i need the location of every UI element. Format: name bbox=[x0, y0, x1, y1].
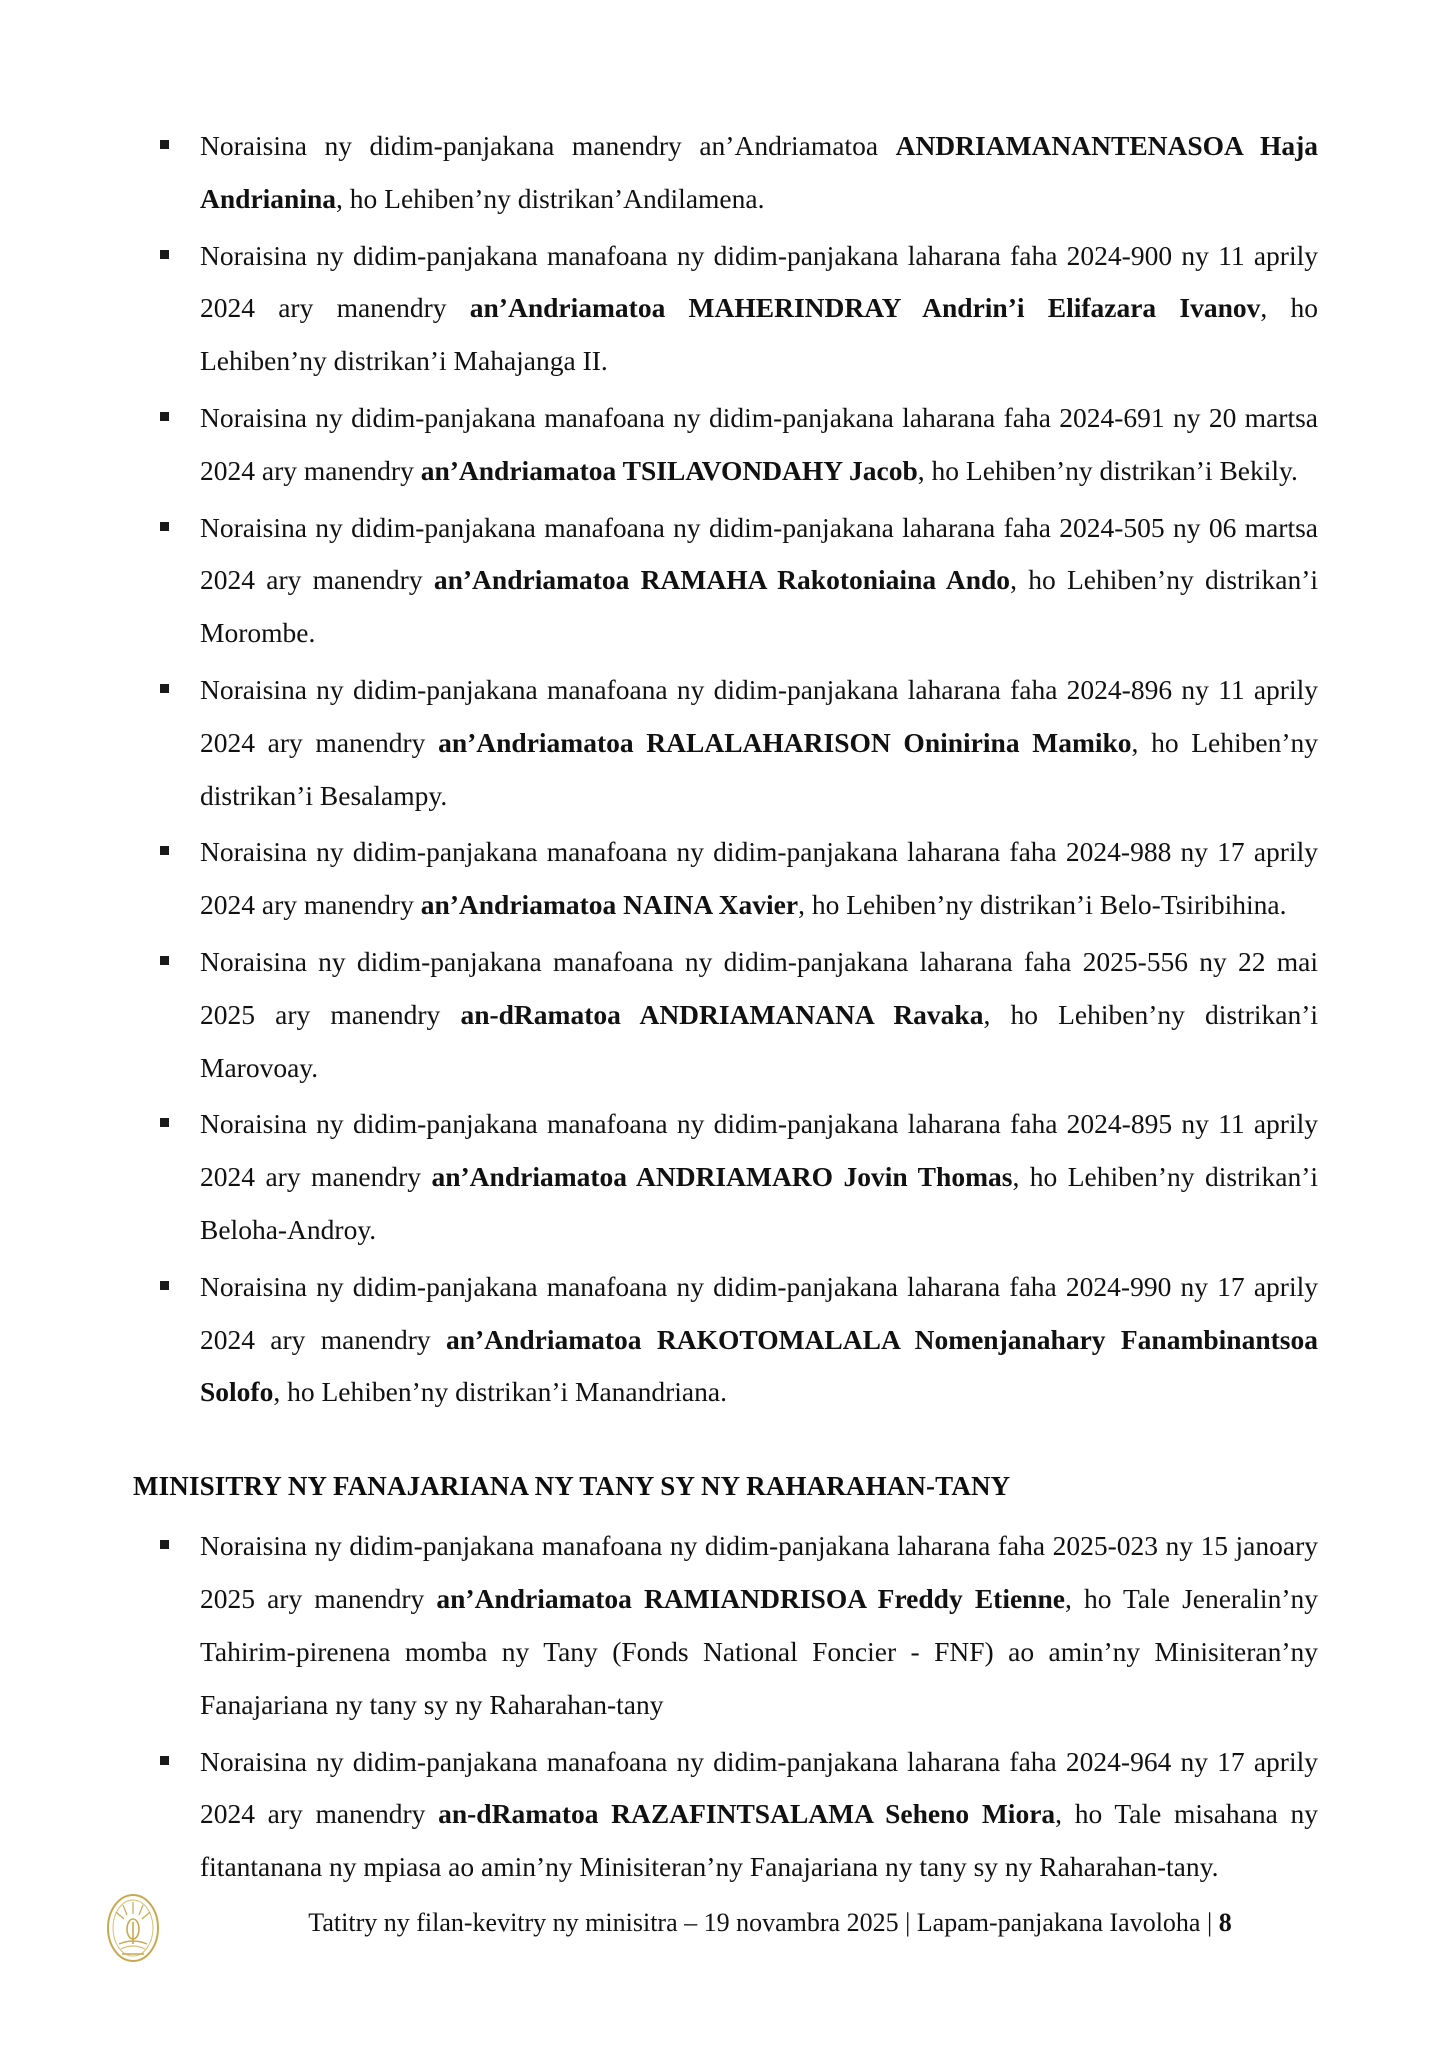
square-bullet-icon bbox=[160, 522, 169, 531]
square-bullet-icon bbox=[160, 1118, 169, 1127]
bullet-text-lead: Noraisina ny didim-panjakana manafoana ny didim-panjakana laharana faha 2024-900 ny 11 aprily 2024 ary manendry bbox=[200, 239, 1318, 324]
bullet-list bbox=[133, 1520, 1318, 1894]
bullet-text-name: an’Andriamatoa NAINA Xavier bbox=[420, 889, 799, 921]
bullet-text-lead: Noraisina ny didim-panjakana manafoana ny didim-panjakana laharana faha 2024-896 ny 11 aprily 2024 ary manendry bbox=[200, 673, 1318, 758]
bullet-item bbox=[133, 1736, 1318, 1894]
section-block bbox=[133, 1465, 1318, 1894]
bullet-text-name: an’Andriamatoa MAHERINDRAY Andrin’i Elifazara Ivanov bbox=[469, 292, 1261, 324]
bullet-text-lead: Noraisina ny didim-panjakana manafoana ny didim-panjakana laharana faha 2024-990 ny 17 aprily 2024 ary manendry bbox=[200, 1270, 1318, 1355]
square-bullet-icon bbox=[160, 250, 169, 259]
square-bullet-icon bbox=[160, 140, 169, 149]
bullet-item bbox=[133, 936, 1318, 1094]
page-content bbox=[133, 120, 1318, 1898]
bullet-text-tail: , ho Lehiben’ny distrikan’i Mahajanga II. bbox=[200, 292, 1319, 377]
footer-page-number: 8 bbox=[1218, 1908, 1232, 1937]
page-footer bbox=[0, 1890, 1448, 1970]
bullet-text-tail: , ho Lehiben’ny distrikan’i Besalampy. bbox=[200, 726, 1318, 811]
bullet-text-name: an-dRamatoa RAZAFINTSALAMA Seheno Miora bbox=[438, 1798, 1056, 1830]
bullet-text-name: an’Andriamatoa TSILAVONDAHY Jacob bbox=[420, 454, 918, 486]
bullet-item bbox=[133, 502, 1318, 660]
bullet-text-lead: Noraisina ny didim-panjakana manafoana ny didim-panjakana laharana faha 2025-023 ny 15 janoary 2025 ary manendry bbox=[200, 1530, 1318, 1615]
republic-emblem-logo bbox=[103, 1892, 163, 1964]
bullet-text-lead: Noraisina ny didim-panjakana manendry an’Andriamatoa bbox=[200, 130, 896, 161]
bullet-text-tail: , ho Lehiben’ny distrikan’i Marovoay. bbox=[200, 998, 1319, 1083]
bullet-item bbox=[133, 1520, 1318, 1731]
bullet-list bbox=[133, 120, 1318, 1419]
footer-caption bbox=[250, 1906, 1290, 1940]
bullet-text-tail: , ho Lehiben’ny distrikan’i Beloha-Androy. bbox=[200, 1161, 1319, 1245]
square-bullet-icon bbox=[160, 1756, 169, 1765]
footer-caption-text: Tatitry ny filan-kevitry ny minisitra – 19 novambra 2025 | Lapam-panjakana Iavoloha | bbox=[308, 1908, 1219, 1937]
bullet-item bbox=[133, 1098, 1318, 1256]
bullet-text-tail: , ho Lehiben’ny distrikan’i Belo-Tsiribihina. bbox=[798, 889, 1287, 921]
bullet-text-name: an’Andriamatoa RAKOTOMALALA Nomenjanahary Fanambinantsoa Solofo bbox=[200, 1323, 1318, 1408]
bullet-item bbox=[133, 664, 1318, 822]
bullet-text-name: ANDRIAMANANTENASOA Haja Andrianina bbox=[200, 130, 1318, 214]
bullet-text-lead: Noraisina ny didim-panjakana manafoana ny didim-panjakana laharana faha 2024-505 ny 06 martsa 2024 ary manendry bbox=[200, 511, 1318, 596]
bullet-text-name: an’Andriamatoa RAMAHA Rakotoniaina Ando bbox=[433, 564, 1011, 596]
bullet-text-tail: , ho Lehiben’ny distrikan’i Morombe. bbox=[200, 564, 1318, 649]
bullet-text-lead: Noraisina ny didim-panjakana manafoana ny didim-panjakana laharana faha 2024-964 ny 17 aprily 2024 ary manendry bbox=[200, 1745, 1318, 1830]
bullet-text-name: an’Andriamatoa RALALAHARISON Oninirina Mamiko bbox=[438, 726, 1132, 758]
bullet-text-lead: Noraisina ny didim-panjakana manafoana ny didim-panjakana laharana faha 2024-988 ny 17 aprily 2024 ary manendry bbox=[200, 836, 1318, 921]
bullet-text-tail: , ho Tale Jeneralin’ny Tahirim-pirenena momba ny Tany (Fonds National Foncier - FNF) ao amin’ny Minisiteran’ny Fanajariana ny tany sy ny Raharahan-tany bbox=[200, 1583, 1318, 1720]
bullet-text-tail: , ho Tale misahana ny fitantanana ny mpiasa ao amin’ny Minisiteran’ny Fanajariana ny tany sy ny Raharahan-tany. bbox=[200, 1798, 1318, 1883]
square-bullet-icon bbox=[160, 412, 169, 421]
bullet-text-name: an-dRamatoa ANDRIAMANANA Ravaka bbox=[460, 998, 984, 1030]
square-bullet-icon bbox=[160, 1281, 169, 1290]
section-block bbox=[133, 120, 1318, 1419]
bullet-item bbox=[133, 826, 1318, 932]
bullet-item bbox=[133, 1261, 1318, 1419]
square-bullet-icon bbox=[160, 1540, 169, 1549]
bullet-item bbox=[133, 230, 1318, 388]
square-bullet-icon bbox=[160, 846, 169, 855]
bullet-text-tail: , ho Lehiben’ny distrikan’i Bekily. bbox=[917, 454, 1298, 486]
bullet-text-lead: Noraisina ny didim-panjakana manafoana ny didim-panjakana laharana faha 2024-895 ny 11 aprily 2024 ary manendry bbox=[200, 1108, 1318, 1193]
bullet-item bbox=[133, 120, 1318, 226]
square-bullet-icon bbox=[160, 684, 169, 693]
bullet-item bbox=[133, 392, 1318, 498]
bullet-text-lead: Noraisina ny didim-panjakana manafoana ny didim-panjakana laharana faha 2025-556 ny 22 mai 2025 ary manendry bbox=[200, 945, 1318, 1030]
bullet-text-lead: Noraisina ny didim-panjakana manafoana ny didim-panjakana laharana faha 2024-691 ny 20 martsa 2024 ary manendry bbox=[200, 401, 1318, 486]
bullet-text-tail: , ho Lehiben’ny distrikan’Andilamena. bbox=[336, 182, 765, 214]
bullet-text-name: an’Andriamatoa RAMIANDRISOA Freddy Etienne bbox=[436, 1583, 1065, 1615]
section-heading: MINISITRY NY FANAJARIANA NY TANY SY NY RAHARAHAN-TANY bbox=[133, 1471, 1011, 1502]
bullet-text-tail: , ho Lehiben’ny distrikan’i Manandriana. bbox=[273, 1376, 727, 1408]
bullet-text-name: an’Andriamatoa ANDRIAMARO Jovin Thomas bbox=[431, 1161, 1013, 1193]
square-bullet-icon bbox=[160, 956, 169, 965]
